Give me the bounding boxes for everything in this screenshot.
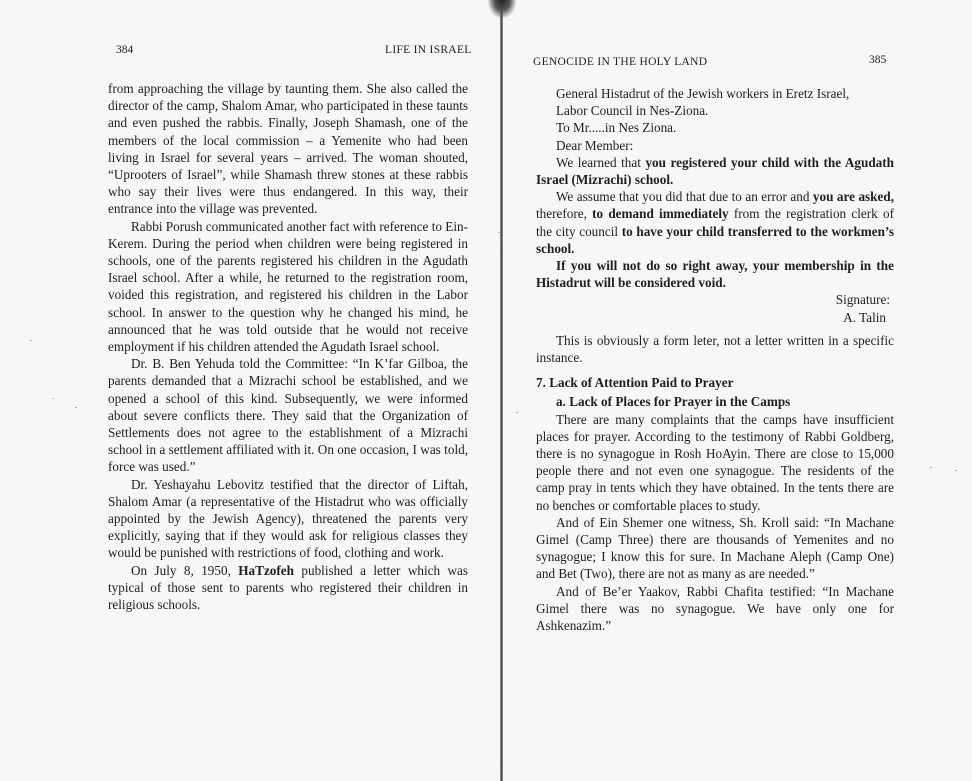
text-run: On July 8, 1950, bbox=[131, 562, 239, 578]
scan-speck bbox=[930, 467, 932, 468]
paragraph: And of Be’er Yaakov, Rabbi Chafita testified: “In Machane Gimel there was no synagogue. We have only one for Ashkenazim.” bbox=[536, 583, 894, 634]
right-page bbox=[503, 0, 972, 781]
letter-salutation: Dear Member: bbox=[556, 137, 634, 153]
paragraph: Dr. Yeshayahu Lebovitz testified that the director of Liftah, Shalom Amar (a representative of the Histadrut who was officially appointed by the Jewish Agency), threatened the parents very explicitly, saying that if they would ask for religious classes they would be punished with restrictions of food, clothing and work. bbox=[108, 476, 468, 561]
paragraph: Dr. B. Ben Yehuda told the Committee: “In K’far Gilboa, the parents demanded that a Mizrachi school be established, and we opened a school of this kind. Subsequently, we were informed about severe conflicts there. They said that the Organization of Settlements does not agree to the establishment of a Mizrachi school in a settlement affiliated with it. On one occasion, I was told, force was used.” bbox=[108, 356, 468, 475]
letter-paragraph: If you will not do so right away, your membership in the Histadrut will be considered void. bbox=[536, 258, 894, 291]
letter-paragraph bbox=[536, 154, 894, 188]
scan-speck bbox=[498, 232, 500, 233]
newspaper-name: HaTzofeh bbox=[238, 562, 294, 578]
bold-run: you registered your child with the Agudath Israel (Mizrachi) school. bbox=[536, 154, 894, 188]
paragraph: There are many complaints that the camps have insufficient places for prayer. According to the testimony of Rabbi Goldberg, there is no synagogue in Rosh HoAyin. There are close to 15,000 people there and not even one synagogue. The residents of the camp pray in tents which they have obtained. In the tents there are no benches or comfortable places to study. bbox=[536, 411, 894, 513]
scan-speck bbox=[955, 470, 957, 471]
scan-speck bbox=[30, 340, 32, 341]
subsection-heading: a. Lack of Places for Prayer in the Camps bbox=[556, 394, 791, 410]
scan-speck bbox=[516, 412, 518, 413]
scan-speck bbox=[52, 398, 54, 399]
paragraph: Rabbi Porush communicated another fact with reference to Ein-Kerem. During the period when children were being registered in schools, one of the parents registered his children in the Agudath Israel school. After a while, he returned to the registration room, voided this registration, and registered his children in the Labor school. In answer to the question why he changed his mind, he announced that he was told outside that he would not receive employment if his children attended the Agudath Israel school. bbox=[108, 218, 468, 355]
text-run: from the registration clerk of the city council bbox=[536, 206, 894, 239]
right-body-text bbox=[536, 85, 894, 634]
text-run: therefore, bbox=[536, 206, 593, 222]
section-heading: 7. Lack of Attention Paid to Prayer bbox=[536, 375, 734, 391]
bold-run: to have your child transferred to the workmen’s school. bbox=[536, 223, 894, 256]
text-run: We learned that bbox=[556, 154, 646, 170]
letter-addressee: To Mr.....in Nes Ziona. bbox=[556, 120, 677, 136]
running-head: GENOCIDE IN THE HOLY LAND bbox=[533, 56, 708, 68]
scan-speck bbox=[75, 407, 77, 408]
bold-run: to demand immediately bbox=[592, 206, 729, 222]
signature-name: A. Talin bbox=[843, 309, 886, 325]
paragraph: And of Ein Shemer one witness, Sh. Kroll said: “In Machane Gimel (Camp Three) there are thousands of Yemenites and no synagogue; I know this for sure. In Machane Aleph (Camp One) and Bet (Two), there are not as many as are needed.” bbox=[536, 514, 894, 582]
letter-addressee: General Histadrut of the Jewish workers in Eretz Israel, bbox=[556, 86, 850, 101]
left-body-text bbox=[108, 80, 468, 613]
letter-addressee: Labor Council in Nes-Ziona. bbox=[556, 103, 709, 119]
text-run: We assume that you did that due to an error and bbox=[556, 189, 813, 205]
form-note: This is obviously a form leter, not a letter written in a specific instance. bbox=[536, 332, 894, 366]
paragraph: from approaching the village by taunting them. She also called the director of the camp, Shalom Amar, who participated in these taunts and even pushed the rabbis. Finally, Joseph Shamash, one of the members of the local commission – a Yemenite who had been living in Israel for several years – arrived. The woman shouted, “Uprooters of Israel”, while Shamash threw stones at these rabbis who say their lives were thus endangered. In this way, their entrance into the village was prevented. bbox=[108, 81, 468, 217]
running-head: LIFE IN ISRAEL bbox=[385, 44, 472, 56]
page-number: 385 bbox=[869, 54, 887, 66]
bold-run: you are asked, bbox=[812, 189, 894, 205]
paragraph bbox=[108, 562, 468, 614]
text-run: published a letter which was typical of those sent to parents who registered their children in religious schools. bbox=[108, 562, 468, 613]
letter-paragraph bbox=[536, 188, 894, 257]
page-number: 384 bbox=[116, 44, 134, 56]
signature-label: Signature: bbox=[835, 292, 890, 308]
